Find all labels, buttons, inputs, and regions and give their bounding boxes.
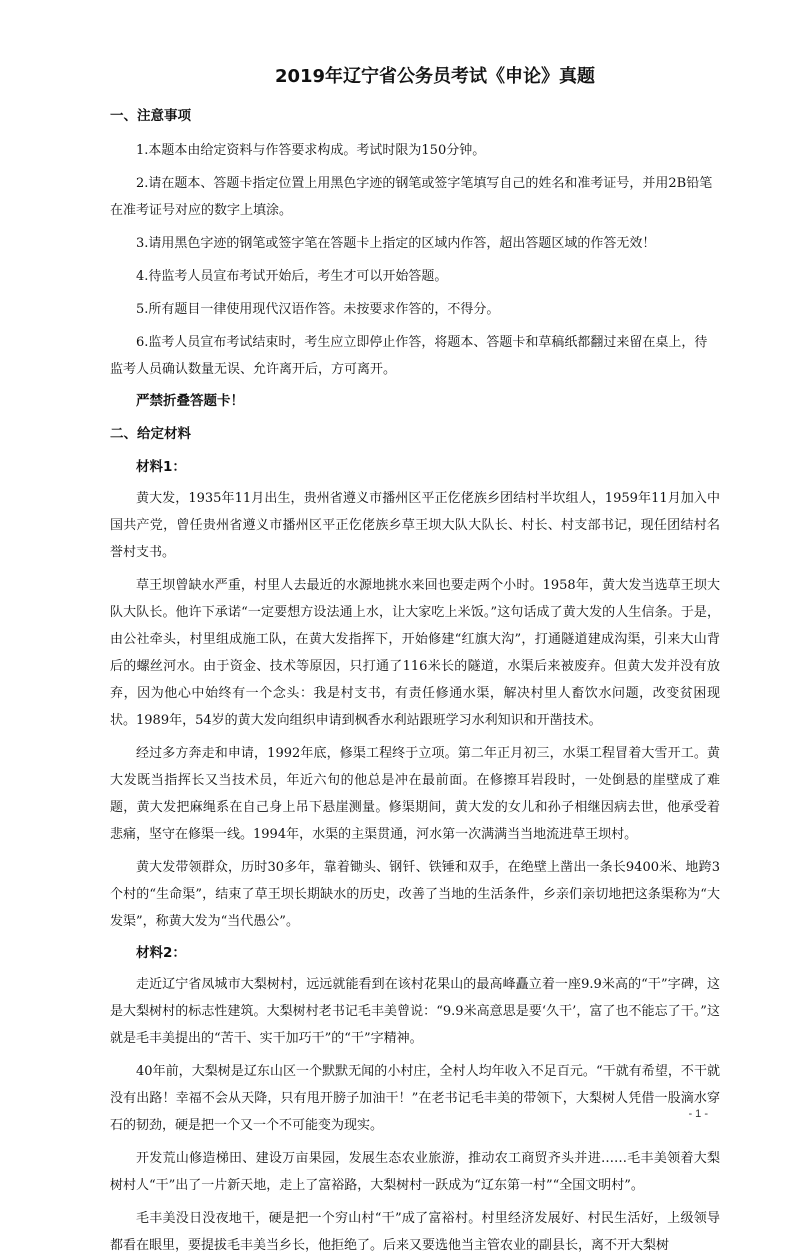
material-2-paragraph-4: 毛丰美没日没夜地干，硬是把一个穷山村“干”成了富裕村。村里经济发展好、村民生活好，上级领导都看在眼里，要提拔毛丰美当乡长，他拒绝了。后来又要选他当主管农业的副县长，离不开大梨树	[110, 1211, 720, 1253]
warning-text: 严禁折叠答题卡！	[136, 393, 244, 409]
note-item-5: 5.所有题目一律使用现代汉语作答。未按要求作答的，不得分。	[136, 302, 500, 317]
material-1-label: 材料1：	[136, 459, 186, 475]
document-title: 2019年辽宁省公务员考试《申论》真题	[274, 66, 596, 87]
material-1-paragraph-1: 黄大发，1935年11月出生，贵州省遵义市播州区平正仡佬族乡团结村半坎组人，1959年11月加入中国共产党，曾任贵州省遵义市播州区平正仡佬族乡草王坝大队大队长、村长、村支部书记，现任团结村名誉村支书。	[110, 491, 720, 560]
material-2-paragraph-3: 开发荒山修造梯田、建设万亩果园，发展生态农业旅游，推动农工商贸齐头并进……毛丰美领着大梨树村人“干”出了一片新天地，走上了富裕路，大梨树村一跃成为“辽东第一村”“全国文明村”。	[110, 1151, 720, 1193]
material-2-paragraph-1: 走近辽宁省凤城市大梨树村，远远就能看到在该村花果山的最高峰矗立着一座9.9米高的“干”字碑，这是大梨树村的标志性建筑。大梨树村老书记毛丰美曾说：“9.9米高意思是要‘久干’，富了也不能忘了干。”这就是毛丰美提出的“苦干、实干加巧干”的“干”字精神。	[110, 977, 720, 1046]
note-item-3: 3.请用黑色字迹的钢笔或签字笔在答题卡上指定的区域内作答，超出答题区域的作答无效！	[136, 236, 656, 251]
section-heading-notes: 一、注意事项	[110, 108, 191, 124]
note-item-2: 2.请在题本、答题卡指定位置上用黑色字迹的钢笔或签字笔填写自己的姓名和准考证号，并用2B铅笔在准考证号对应的数字上填涂。	[110, 176, 713, 218]
page-number: - 1 -	[688, 1108, 708, 1120]
material-1-paragraph-3: 经过多方奔走和申请，1992年底，修渠工程终于立项。第二年正月初三，水渠工程冒着大雪开工。黄大发既当指挥长又当技术员，年近六旬的他总是冲在最前面。在修擦耳岩段时，一处倒悬的崖壁成了难题，黄大发把麻绳系在自己身上吊下悬崖测量。修渠期间，黄大发的女儿和孙子相继因病去世，他承受着悲痛，坚守在修渠一线。1994年，水渠的主渠贯通，河水第一次满满当当地流进草王坝村。	[110, 746, 720, 842]
material-2-label: 材料2：	[136, 945, 186, 961]
note-item-1: 1.本题本由给定资料与作答要求构成。考试时限为150分钟。	[136, 143, 486, 158]
material-1-paragraph-2: 草王坝曾缺水严重，村里人去最近的水源地挑水来回也要走两个小时。1958年，黄大发当选草王坝大队大队长。他许下承诺“一定要想方设法通上水，让大家吃上米饭。”这句话成了黄大发的人生信条。于是，由公社牵头，村里组成施工队，在黄大发指挥下，开始修建“红旗大沟”，打通隧道建成沟渠，引来大山背后的螺丝河水。由于资金、技术等原因，只打通了116米长的隧道，水渠后来被废弃。但黄大发并没有放弃，因为他心中始终有一个念头：我是村支书，有责任修通水渠，解决村里人畜饮水问题，改变贫困现状。1989年，54岁的黄大发向组织申请到枫香水利站跟班学习水利知识和开凿技术。	[110, 578, 720, 728]
section-heading-materials: 二、给定材料	[110, 426, 191, 442]
material-2-paragraph-2: 40年前，大梨树是辽东山区一个默默无闻的小村庄，全村人均年收入不足百元。“干就有希望，不干就没有出路！幸福不会从天降，只有甩开膀子加油干！”在老书记毛丰美的带领下，大梨树人凭借一股滴水穿石的韧劲，硬是把一个又一个不可能变为现实。	[110, 1064, 720, 1133]
note-item-4: 4.待监考人员宣布考试开始后，考生才可以开始答题。	[136, 269, 448, 284]
material-1-paragraph-4: 黄大发带领群众，历时30多年，靠着锄头、钢钎、铁锤和双手，在绝壁上凿出一条长9400米、地跨3个村的“生命渠”，结束了草王坝长期缺水的历史，改善了当地的生活条件，乡亲们亲切地把这条渠称为“大发渠”，称黄大发为“当代愚公”。	[110, 860, 720, 929]
note-item-6: 6.监考人员宣布考试结束时，考生应立即停止作答，将题本、答题卡和草稿纸都翻过来留在桌上，待监考人员确认数量无误、允许离开后，方可离开。	[110, 335, 708, 377]
